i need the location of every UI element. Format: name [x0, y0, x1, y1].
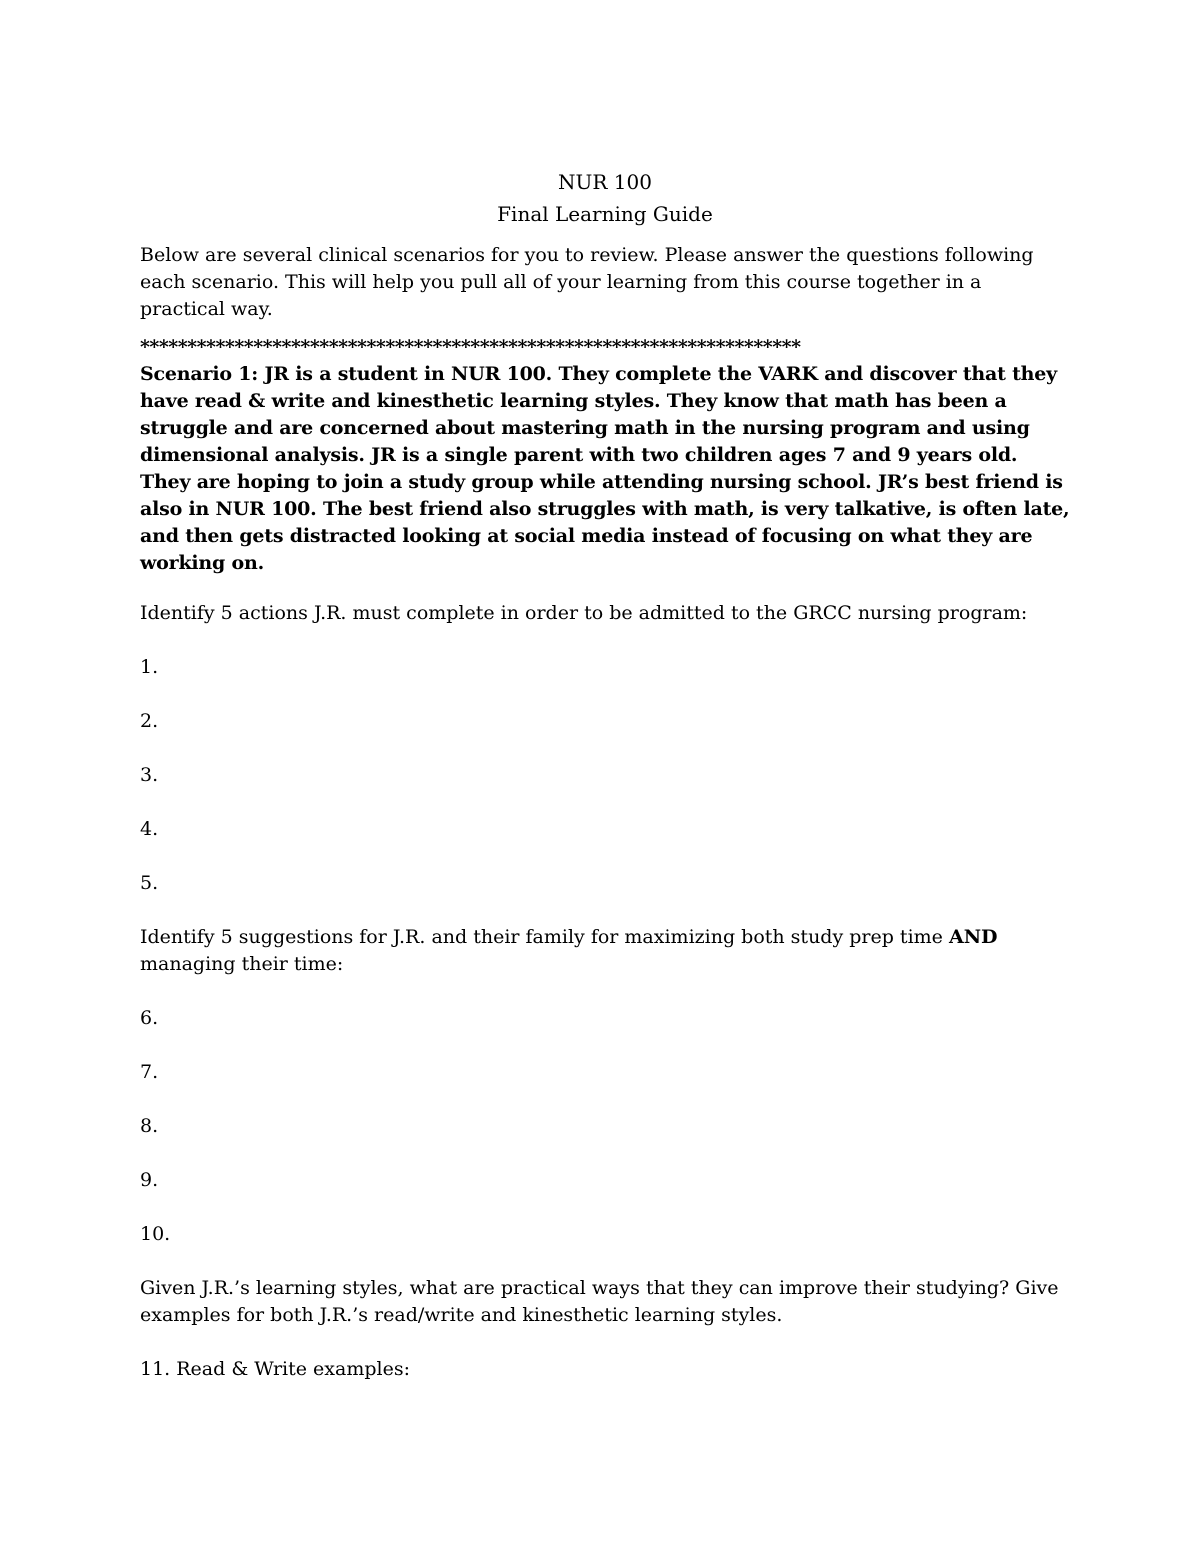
question-3-prompt: Given J.R.’s learning styles, what are practical ways that they can improve their studying? Give examples for both J.R.’s read/write and kinesthetic learning styles. [140, 1277, 1059, 1326]
answer-item-1: 1. [140, 656, 159, 678]
answer-item-2: 2. [140, 710, 159, 732]
answer-item-11: 11. Read & Write examples: [140, 1358, 410, 1380]
document-page [140, 166, 1070, 1383]
answer-item-10: 10. [140, 1223, 171, 1245]
separator-line: ********************************************************************** [140, 336, 801, 358]
question-2-prompt-end: managing their time: [140, 953, 344, 975]
question-2-prompt-emphasis: AND [948, 926, 998, 948]
document-title: Final Learning Guide [497, 202, 713, 226]
question-1-answers [140, 654, 1070, 897]
question-2-prompt-start: Identify 5 suggestions for J.R. and their family for maximizing both study prep time [140, 926, 949, 948]
answer-item-3: 3. [140, 764, 159, 786]
course-code: NUR 100 [558, 170, 652, 194]
answer-item-7: 7. [140, 1061, 159, 1083]
intro-paragraph: Below are several clinical scenarios for you to review. Please answer the questions following each scenario. This will help you pull all of your learning from this course together in a practical way. [140, 244, 1034, 320]
answer-item-9: 9. [140, 1169, 159, 1191]
question-1-prompt: Identify 5 actions J.R. must complete in order to be admitted to the GRCC nursing program: [140, 602, 1028, 624]
answer-item-6: 6. [140, 1007, 159, 1029]
scenario-1-text: Scenario 1: JR is a student in NUR 100. They complete the VARK and discover that they have read & write and kinesthetic learning styles. They know that math has been a struggle and are concerned about mastering math in the nursing program and using dimensional analysis. JR is a single parent with two children ages 7 and 9 years old. They are hoping to join a study group while attending nursing school. JR’s best friend is also in NUR 100. The best friend also struggles with math, is very talkative, is often late, and then gets distracted looking at social media instead of focusing on what they are working on. [140, 363, 1070, 574]
question-2-prompt [140, 924, 1070, 978]
question-2-answers [140, 1005, 1070, 1248]
answer-item-8: 8. [140, 1115, 159, 1137]
answer-item-4: 4. [140, 818, 159, 840]
answer-item-5: 5. [140, 872, 159, 894]
